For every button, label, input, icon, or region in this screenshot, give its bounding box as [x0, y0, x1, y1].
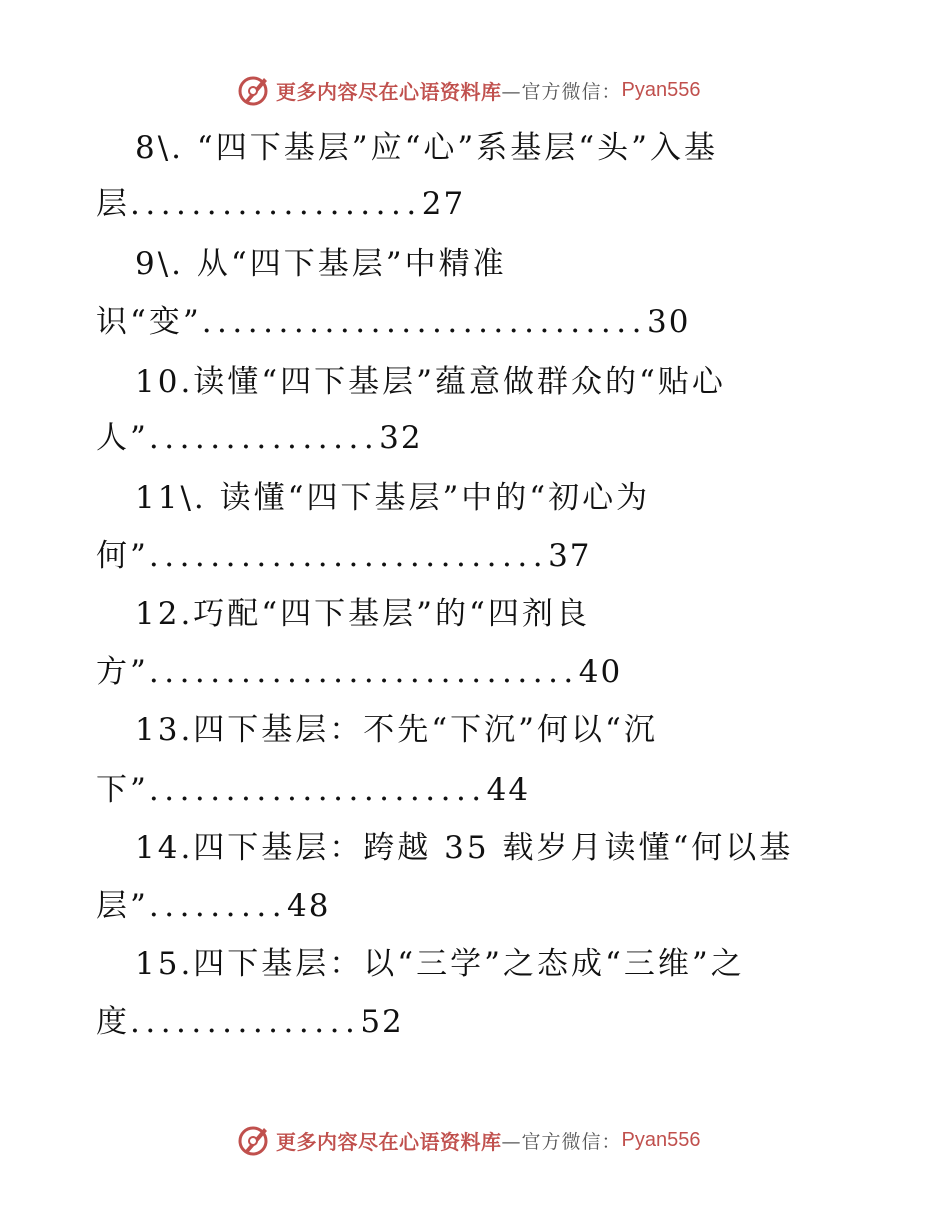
toc-entry-title[interactable]: 15.四下基层：以“三学”之态成“三维”之 — [135, 946, 745, 982]
toc-leader-dots: ............... — [130, 1004, 361, 1040]
toc-page-number: 44 — [486, 772, 531, 808]
toc-entry-continuation[interactable] — [96, 652, 622, 692]
toc-page-number: 37 — [548, 538, 592, 574]
toc-entry-title[interactable]: 13.四下基层：不先“下沉”何以“沉 — [135, 712, 658, 748]
toc-entry-title[interactable]: 14.四下基层：跨越 35 载岁月读懂“何以基 — [135, 830, 794, 866]
toc-entry-title[interactable]: 12.巧配“四下基层”的“四剂良 — [135, 596, 590, 632]
toc-leader-dots: ......... — [148, 888, 288, 924]
banner-wechat-id: Pyan556 — [621, 1128, 701, 1151]
banner-main-text: 更多内容尽在心语资料库 — [276, 1129, 502, 1154]
banner-sub-text: —官方微信： — [501, 1130, 622, 1153]
toc-leader-dots: ...................... — [148, 772, 487, 808]
toc-entry-tail: 层” — [96, 888, 149, 924]
toc-entry-continuation[interactable] — [96, 1002, 404, 1042]
toc-leader-dots: .......................... — [148, 538, 549, 574]
toc-entry-title[interactable]: 9\. 从“四下基层”中精准 — [135, 246, 507, 282]
toc-entry-title[interactable]: 11\. 读懂“四下基层”中的“初心为 — [135, 480, 651, 516]
banner-main-text: 更多内容尽在心语资料库 — [276, 79, 502, 104]
toc-entry-continuation[interactable] — [96, 886, 331, 926]
toc-entry-continuation[interactable] — [96, 418, 423, 458]
toc-leader-dots: ............................ — [148, 654, 579, 690]
toc-entry-tail: 度 — [96, 1004, 130, 1040]
toc-entry-tail: 识“变” — [96, 304, 202, 340]
toc-page-number: 32 — [379, 420, 423, 456]
toc-entry-continuation[interactable] — [96, 184, 465, 224]
toc-entry-tail: 层 — [96, 186, 130, 222]
toc-leader-dots: ................... — [130, 186, 422, 222]
toc-page-number: 40 — [578, 654, 623, 690]
toc-entry-tail: 下” — [96, 772, 149, 808]
footer-banner — [236, 1122, 700, 1158]
toc-page-number: 27 — [421, 186, 466, 222]
toc-page-number: 30 — [646, 304, 691, 340]
quill-logo-icon — [236, 1122, 272, 1158]
toc-entry-tail: 方” — [96, 654, 149, 690]
toc-entry-tail: 何” — [96, 538, 149, 574]
toc-page-number: 48 — [287, 888, 331, 924]
toc-entry-continuation[interactable] — [96, 536, 592, 576]
header-banner — [236, 72, 700, 108]
toc-leader-dots: ............... — [148, 420, 380, 456]
quill-logo-icon — [236, 72, 272, 108]
toc-entry-tail: 人” — [96, 420, 149, 456]
toc-entry-continuation[interactable] — [96, 302, 690, 342]
toc-leader-dots: ............................. — [201, 304, 647, 340]
banner-sub-text: —官方微信： — [501, 80, 622, 103]
toc-entry-title[interactable]: 10.读懂“四下基层”蕴意做群众的“贴心 — [135, 364, 726, 400]
toc-entry-title[interactable]: 8\. “四下基层”应“心”系基层“头”入基 — [135, 130, 718, 166]
toc-entry-continuation[interactable] — [96, 770, 530, 810]
banner-wechat-id: Pyan556 — [621, 78, 701, 101]
toc-page-number: 52 — [360, 1004, 404, 1040]
